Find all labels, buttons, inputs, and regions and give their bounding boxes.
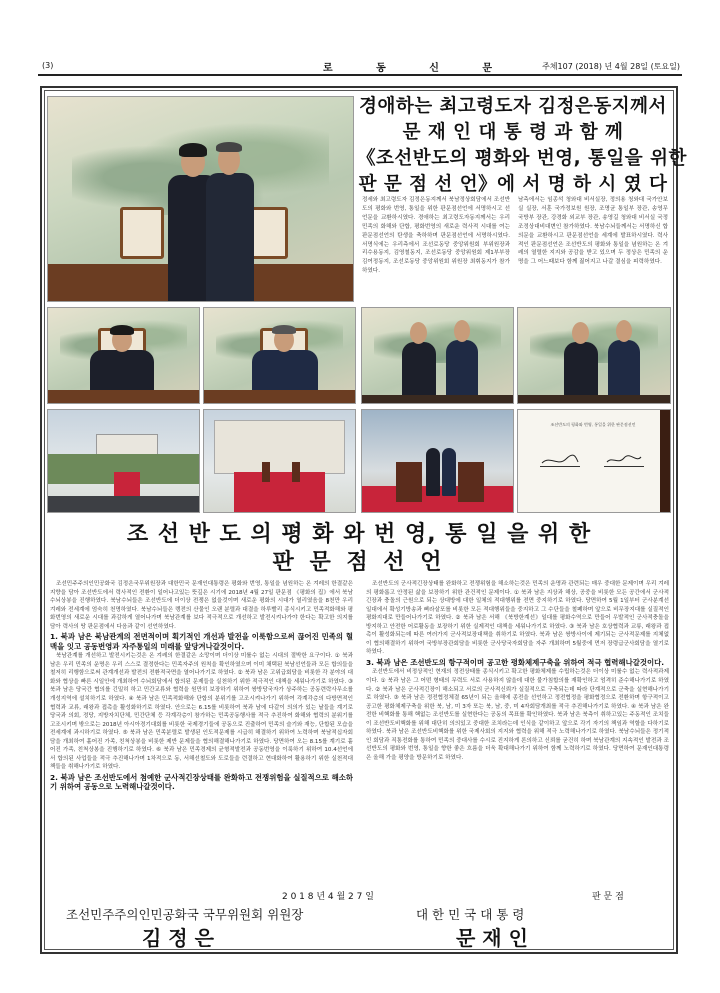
figure	[426, 448, 440, 496]
photo-embrace	[47, 96, 354, 302]
face	[410, 322, 427, 344]
signature-mark	[604, 453, 644, 467]
declaration-title-line1: 조 선 반 도 의 평 화 와 번 영, 통 일 을 위 한	[126, 522, 592, 547]
signing-table	[204, 390, 355, 403]
photo-signed-document	[517, 409, 671, 513]
masthead: 로 동 신 문	[323, 63, 513, 74]
photo-raised-hands	[517, 307, 671, 404]
lead-column-right: 남측에서는 임종석 청와대 비서실장, 정의용 청와대 국가안보실 실장, 서훈 국가정보원 원장, 조명균 통일부 장관, 송영무 국방부 장관, 강경화 외교부 장관, 송영길 청와대 비서실 국정조정상대비대변인 참가하였다. 북남수뇌들께서는 서명하신 합의문을 교환하시고 판문점선언을 세계에 발표하시였다. 력사적인 판문점선언은 조선반도의 평화와 통일을 념원하는 온 겨레의 열렬한 지지와 공감을 받고 있으며 두 정상은 민족의 운명을 그 어느때보다 함께 짊어지고 나갈 결심을 피력하였다.	[518, 197, 668, 266]
document-binder	[660, 410, 670, 512]
figure-moon	[608, 340, 640, 404]
issue-date: 주체107 (2018) 년 4월 28일 (토요일)	[542, 62, 680, 71]
section-heading: 3. 북과 남은 조선반도의 항구적이며 공고한 평화체제구축을 위하여 적극 협력해나갈것이다.	[366, 657, 665, 667]
section-body: 조선반도의 군사적긴장상태를 완화하고 전쟁위험을 해소하는것은 민족의 운명과 관련되는 매우 중대한 문제이며 우리 겨레의 평화롭고 안정된 삶을 보장하기 위한 관건적인 문제이다. ① 북과 남은 지상과 해상, 공중을 비롯한 모든 공간에서 군사적긴장과 충돌의 근원으로 되는 상대방에 대한 일체의 적대행위를 전면 중지하기로 하였다. 당면하여 5월 1일부터 군사분계선일대에서 확성기방송과 삐라살포를 비롯한 모든 적대행위들을 중지하고 그 수단들을 철폐하며 앞으로 비무장지대를 실질적인 평화지대로 만들어나가기로 하였다. ② 북과 남은 서해 《북방한계선》일대를 평화수역으로 만들어 우발적인 군사적충돌을 방지하고 안전한 어로활동을 보장하기 위한 실제적인 대책을 세워나가기로 하였다. ③ 북과 남은 호상협력과 교류, 래왕과 접촉이 활성화되는데 따른 여러가지 군사적보장대책을 취하기로 하였다. 북과 남은 쌍방사이에 제기되는 군사적문제를 지체없이 협의해결하기 위하여 국방부장관회담을 비롯한 군사당국자회담을 자주 개최하며 5월중에 먼저 장령급군사회담을 열기로 하였다.	[366, 581, 669, 656]
rok-signatory-name: 문 재 인	[456, 926, 528, 950]
crowd	[48, 496, 199, 512]
floor	[518, 395, 670, 403]
headline-line: 경애하는 최고령도자 김정은동지께서	[359, 96, 667, 117]
declaration-column-right	[366, 580, 669, 886]
signature-mark	[540, 453, 580, 467]
headline-line: 문 재 인 대 통 령 과 함 께	[402, 122, 624, 143]
signature-moon	[604, 452, 644, 467]
floor	[362, 395, 513, 403]
headline	[357, 94, 687, 198]
building-facade	[214, 420, 345, 474]
header-rule	[38, 74, 682, 76]
figure-moon	[446, 340, 478, 404]
face	[616, 320, 632, 342]
photo-podium-close	[361, 409, 514, 513]
photo-moon-signing	[203, 307, 356, 404]
chair-left	[120, 207, 164, 259]
page-header	[38, 58, 682, 74]
signing-table	[48, 390, 199, 403]
face	[454, 320, 470, 342]
podium-left	[396, 462, 422, 502]
section-body: 북남관계를 개선하고 발전시키는것은 온 겨레의 한결같은 소망이며 더이상 미룰수 없는 시대의 절박한 요구이다. ① 북과 남은 우리 민족의 운명은 우리 스스로 결정한다는 민족자주의 원칙을 확인하였으며 이미 채택된 북남선언들과 모든 합의들을 철저히 리행함으로써 관계개선과 발전의 전환적국면을 열어나가기로 하였다. ② 북과 남은 고위급회담을 비롯한 각 분야의 대화와 협상을 빠른 시일안에 개최하여 수뇌회담에서 합의된 문제들을 실천하기 위한 적극적인 대책을 세워나가기로 하였다. ③ 북과 남은 당국간 협의를 긴밀히 하고 민간교류와 협력을 원만히 보장하기 위하여 쌍방당국자가 상주하는 공동련락사무소를 개성지역에 설치하기로 하였다. ④ 북과 남은 민족적화해와 단합의 분위기를 고조시켜나가기 위하여 각계각층의 다방면적인 협력과 교류, 래왕과 접촉을 활성화하기로 하였다. 안으로는 6.15를 비롯하여 북과 남에 다같이 의의가 있는 날들을 계기로 당국과 의회, 정당, 지방자치단체, 민간단체 등 각계각층이 참가하는 민족공동행사를 적극 추진하여 화해와 협력의 분위기를 고조시키며 밖으로는 2018년 아시아경기대회를 비롯한 국제경기들에 공동으로 진출하여 민족의 슬기와 재능, 단합된 모습을 전세계에 과시하기로 하였다. ⑤ 북과 남은 민족분렬로 발생된 인도적문제를 시급히 해결하기 위하여 노력하며 북남적십자회담을 개최하여 흩어진 가족, 친척상봉을 비롯한 제반 문제들을 협의해결해나가기로 하였다. 당면하여 오는 8.15를 계기로 흩어진 가족, 친척상봉을 진행하기로 하였다. ⑥ 북과 남은 민족경제의 균형적발전과 공동번영을 이룩하기 위하여 10.4선언에서 합의된 사업들을 적극 추진해나가며 1차적으로 동, 서해선철도와 도로들을 련결하고 현대화하여 활용하기 위한 실천적대책들을 취해나가기로 하였다.	[50, 653, 353, 771]
preamble: 조선민주주의인민공화국 김정은국무위원장과 대한민국 문재인대통령은 평화와 번영, 통일을 념원하는 온 겨레의 한결같은 지향을 담아 조선반도에서 력사적인 전환이 일어나고있는 뜻깊은 시기에 2018년 4월 27일 판문점 《평화의 집》에서 북남수뇌상봉을 진행하였다. 북남수뇌들은 조선반도에 더이상 전쟁은 없을것이며 새로운 평화의 시대가 열리였음을 8천만 우리 겨레와 전세계에 엄숙히 천명하였다. 북남수뇌들은 랭전의 산물인 오랜 분렬과 대결을 하루빨리 종식시키고 민족적화해와 평화번영의 새로운 시대를 과감하게 열어나가며 북남관계를 보다 적극적으로 개선하고 발전시켜나가야 한다는 확고한 의지를 담아 력사의 땅 판문점에서 다음과 같이 선언하였다.	[50, 581, 353, 630]
hair	[216, 142, 242, 152]
figure	[442, 448, 456, 496]
document-title: 조선반도의 평화와 번영, 통일을 위한 판문점선언	[550, 422, 636, 427]
photo-kim-signing	[47, 307, 200, 404]
hair	[110, 325, 134, 335]
dprk-signatory-title: 조선민주주의인민공화국 국무위원회 위원장	[66, 907, 304, 922]
photo-handshake	[361, 307, 514, 404]
page-number: (3)	[42, 61, 54, 70]
podium	[292, 462, 300, 482]
photo-podium-wide	[203, 409, 356, 513]
podium-right	[458, 462, 484, 502]
hair	[179, 143, 207, 157]
dprk-signatory-name: 김 정 은	[142, 926, 214, 950]
lead-column-left: 정세와 최고령도자 김정은동지께서 북남정상회담에서 조선반도의 평화와 번영, 통일을 위한 판문점선언에 서명하시고 선언문을 교환하시였다. 경애하는 최고령도자동지께서는 우리 민족의 화해와 단합, 평화번영의 새로운 력사적 시대를 여는 판문점선언의 탄생을 축하하며 판문점선언에 서명하시였다. 서명식에는 우리측에서 조선로동당 중앙위원회 부위원장과 리수용동지, 김영철동지, 조선로동당 중앙위원회 제1부부장 김여정동지, 조선로동당 중앙위원회 위원장 최휘동지가 참가하였다.	[362, 197, 510, 275]
declaration-column-left	[50, 580, 353, 886]
hair	[272, 325, 296, 334]
figure-moon	[206, 173, 254, 302]
signing-place: 판 문 점	[592, 892, 624, 902]
signing-date: 2 0 1 8 년 4 월 2 7 일	[282, 892, 374, 902]
section-heading: 2. 북과 남은 조선반도에서 첨예한 군사적긴장상태를 완화하고 전쟁위험을 실질적으로 해소하기 위하여 공동으로 노력해나갈것이다.	[50, 772, 353, 792]
signature-kim	[540, 452, 580, 467]
section-body: 조선반도에서 비정상적인 현재의 정전상태를 종식시키고 확고한 평화체제를 수립하는것은 더이상 미룰수 없는 력사적과제이다. ① 북과 남은 그 어떤 형태의 무력도 서로 사용하지 않을데 대한 불가침합의를 재확인하고 엄격히 준수해나가기로 하였다. ② 북과 남은 군사적긴장이 해소되고 서로의 군사적신뢰가 실질적으로 구축되는데 따라 단계적으로 군축을 실현해나가기로 하였다. ③ 북과 남은 정전협정체결 65년이 되는 올해에 종전을 선언하고 정전협정을 평화협정으로 전환하며 항구적이고 공고한 평화체제구축을 위한 북, 남, 미 3자 또는 북, 남, 중, 미 4자회담개최를 적극 추진해나가기로 하였다. ④ 북과 남은 완전한 비핵화를 통해 핵없는 조선반도를 실현한다는 공동의 목표를 확인하였다. 북과 남은 북측이 취하고있는 주동적인 조치들이 조선반도비핵화를 위해 대단히 의의있고 중대한 조치라는데 인식을 같이하고 앞으로 각기 자기의 책임과 역할을 다하기로 하였다. 북과 남은 조선반도비핵화를 위한 국제사회의 지지와 협력을 위해 적극 노력해나가기로 하였다. 북남수뇌들은 정기적인 회담과 직통전화를 통하여 민족의 중대사를 수시로 진지하게 론의하고 신뢰를 굳건히 하며 북남관계의 지속적인 발전과 조선반도의 평화와 번영, 통일을 향한 좋은 흐름을 더욱 확대해나가기 위하여 함께 노력하기로 하였다. 당면하여 문재인대통령은 올해 가을 평양을 방문하기로 하였다.	[366, 669, 669, 761]
headline-line: 《조선반도의 평화와 번영, 통일을 위한	[357, 148, 687, 169]
face	[572, 322, 589, 344]
podium	[262, 462, 270, 482]
rok-signatory-title: 대 한 민 국 대 통 령	[416, 907, 525, 922]
headline-line: 판 문 점 선 언》에 서 명 하 시 였 다	[358, 174, 668, 195]
declaration-title-line2: 판 문 점 선 언	[272, 550, 446, 575]
section-heading: 1. 북과 남은 북남관계의 전면적이며 획기적인 개선과 발전을 이룩함으로써 끊어진 민족의 혈맥을 잇고 공동번영과 자주통일의 미래를 앞당겨나갈것이다.	[50, 632, 353, 651]
red-carpet	[234, 472, 325, 513]
photo-peace-house-exterior	[47, 409, 200, 513]
